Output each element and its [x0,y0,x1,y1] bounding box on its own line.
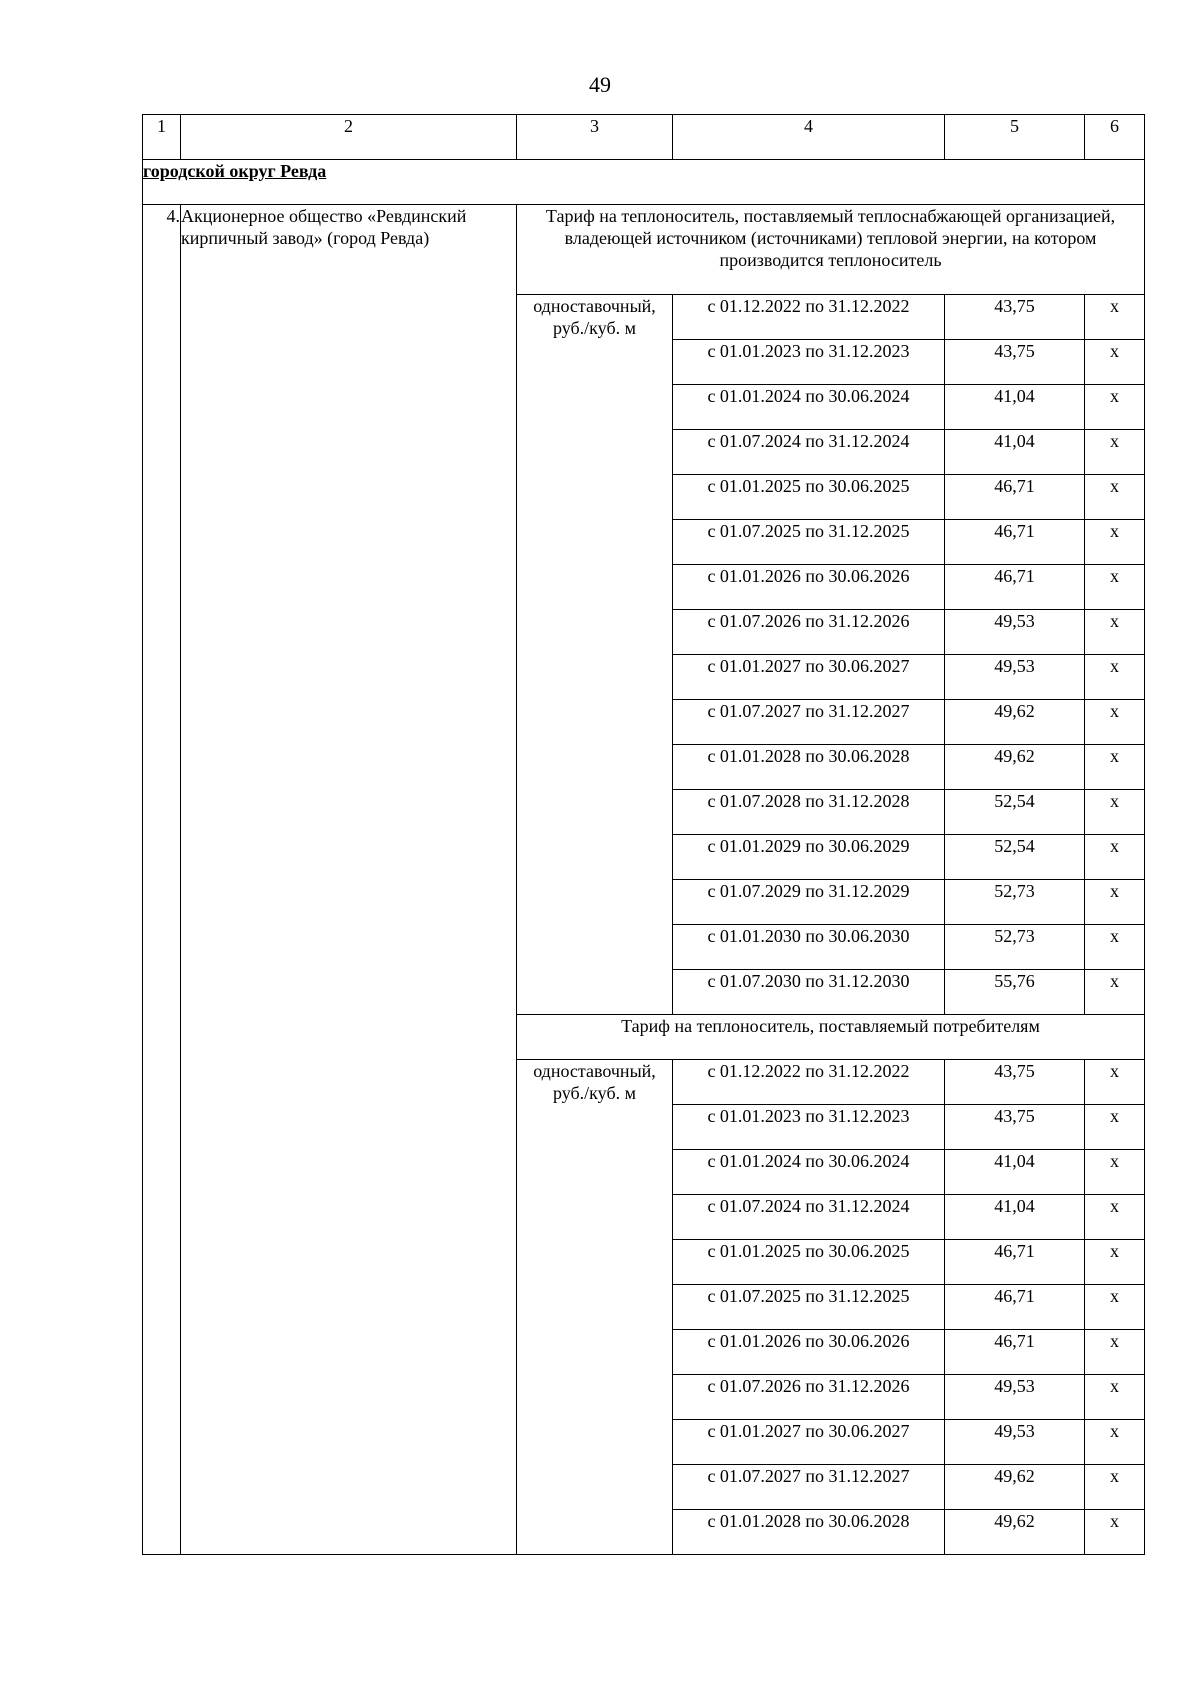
tariff-col6: х [1085,1375,1145,1420]
tariff-col6: х [1085,655,1145,700]
column-number-6: 6 [1085,115,1145,160]
region-name: городской округ Ревда [143,160,1145,205]
tariff-col6: х [1085,970,1145,1015]
tariff-value: 41,04 [945,385,1085,430]
tariff-col6: х [1085,1195,1145,1240]
tariff-table [142,114,1145,1555]
tariff-period: с 01.01.2030 по 30.06.2030 [673,925,945,970]
tariff-period: с 01.07.2025 по 31.12.2025 [673,520,945,565]
tariff-value: 46,71 [945,1330,1085,1375]
tariff-col6: х [1085,790,1145,835]
tariff-period: с 01.01.2024 по 30.06.2024 [673,1150,945,1195]
tariff-period: с 01.01.2025 по 30.06.2025 [673,1240,945,1285]
tariff-period: с 01.07.2025 по 31.12.2025 [673,1285,945,1330]
tariff-value: 49,62 [945,1510,1085,1555]
tariff-value: 49,53 [945,1420,1085,1465]
tariff-value: 52,73 [945,880,1085,925]
tariff-period: с 01.12.2022 по 31.12.2022 [673,295,945,340]
tariff-period: с 01.07.2027 по 31.12.2027 [673,700,945,745]
tariff-col6: х [1085,1150,1145,1195]
tariff-period: с 01.07.2028 по 31.12.2028 [673,790,945,835]
tariff-col6: х [1085,520,1145,565]
tariff-col6: х [1085,925,1145,970]
region-row [143,160,1145,205]
tariff-value: 52,54 [945,790,1085,835]
tariff-period: с 01.01.2025 по 30.06.2025 [673,475,945,520]
tariff-col6: х [1085,880,1145,925]
tariff-col6: х [1085,475,1145,520]
tariff-value: 49,62 [945,700,1085,745]
row-number: 4. [143,205,181,1555]
tariff-col6: х [1085,1060,1145,1105]
tariff-col6: х [1085,430,1145,475]
tariff-period: с 01.01.2024 по 30.06.2024 [673,385,945,430]
tariff-col6: х [1085,745,1145,790]
tariff-col6: х [1085,1240,1145,1285]
tariff-period: с 01.07.2024 по 31.12.2024 [673,430,945,475]
tariff-value: 46,71 [945,475,1085,520]
tariff-col6: х [1085,340,1145,385]
tariff-unit: одноставочный, руб./куб. м [517,295,673,1015]
tariff-period: с 01.01.2026 по 30.06.2026 [673,565,945,610]
tariff-value: 49,53 [945,1375,1085,1420]
tariff-value: 49,62 [945,1465,1085,1510]
tariff-col6: х [1085,1510,1145,1555]
tariff-period: с 01.01.2023 по 31.12.2023 [673,340,945,385]
column-number-5: 5 [945,115,1085,160]
tariff-value: 49,62 [945,745,1085,790]
tariff-value: 41,04 [945,1150,1085,1195]
tariff-period: с 01.01.2027 по 30.06.2027 [673,655,945,700]
section-title-row [143,205,1145,295]
tariff-period: с 01.01.2028 по 30.06.2028 [673,1510,945,1555]
tariff-col6: х [1085,385,1145,430]
tariff-value: 43,75 [945,1060,1085,1105]
tariff-period: с 01.01.2026 по 30.06.2026 [673,1330,945,1375]
tariff-period: с 01.07.2026 по 31.12.2026 [673,610,945,655]
tariff-value: 41,04 [945,430,1085,475]
page-number: 49 [589,72,611,97]
tariff-value: 46,71 [945,565,1085,610]
tariff-col6: х [1085,295,1145,340]
tariff-period: с 01.07.2026 по 31.12.2026 [673,1375,945,1420]
tariff-col6: х [1085,565,1145,610]
tariff-period: с 01.01.2029 по 30.06.2029 [673,835,945,880]
section-title: Тариф на теплоноситель, поставляемый потребителям [517,1015,1145,1060]
tariff-value: 49,53 [945,610,1085,655]
tariff-period: с 01.01.2028 по 30.06.2028 [673,745,945,790]
tariff-period: с 01.12.2022 по 31.12.2022 [673,1060,945,1105]
tariff-unit: одноставочный, руб./куб. м [517,1060,673,1555]
tariff-period: с 01.07.2027 по 31.12.2027 [673,1465,945,1510]
tariff-value: 41,04 [945,1195,1085,1240]
tariff-col6: х [1085,700,1145,745]
tariff-value: 43,75 [945,340,1085,385]
column-number-row [143,115,1145,160]
tariff-col6: х [1085,1330,1145,1375]
tariff-period: с 01.07.2029 по 31.12.2029 [673,880,945,925]
tariff-value: 55,76 [945,970,1085,1015]
column-number-2: 2 [181,115,517,160]
column-number-1: 1 [143,115,181,160]
tariff-table-body [143,115,1145,1555]
tariff-value: 46,71 [945,520,1085,565]
tariff-col6: х [1085,610,1145,655]
column-number-3: 3 [517,115,673,160]
tariff-col6: х [1085,835,1145,880]
tariff-value: 43,75 [945,295,1085,340]
tariff-col6: х [1085,1465,1145,1510]
tariff-value: 43,75 [945,1105,1085,1150]
tariff-value: 46,71 [945,1285,1085,1330]
tariff-col6: х [1085,1105,1145,1150]
tariff-col6: х [1085,1285,1145,1330]
tariff-period: с 01.07.2024 по 31.12.2024 [673,1195,945,1240]
tariff-value: 49,53 [945,655,1085,700]
section-title: Тариф на теплоноситель, поставляемый теплоснабжающей организацией, владеющей источником (источниками) тепловой энергии, на котором производится теплоноситель [517,205,1145,295]
tariff-period: с 01.01.2027 по 30.06.2027 [673,1420,945,1465]
tariff-value: 46,71 [945,1240,1085,1285]
organization-name: Акционерное общество «Ревдинский кирпичный завод» (город Ревда) [181,205,517,1555]
tariff-period: с 01.07.2030 по 31.12.2030 [673,970,945,1015]
tariff-value: 52,73 [945,925,1085,970]
tariff-period: с 01.01.2023 по 31.12.2023 [673,1105,945,1150]
column-number-4: 4 [673,115,945,160]
tariff-value: 52,54 [945,835,1085,880]
tariff-col6: х [1085,1420,1145,1465]
